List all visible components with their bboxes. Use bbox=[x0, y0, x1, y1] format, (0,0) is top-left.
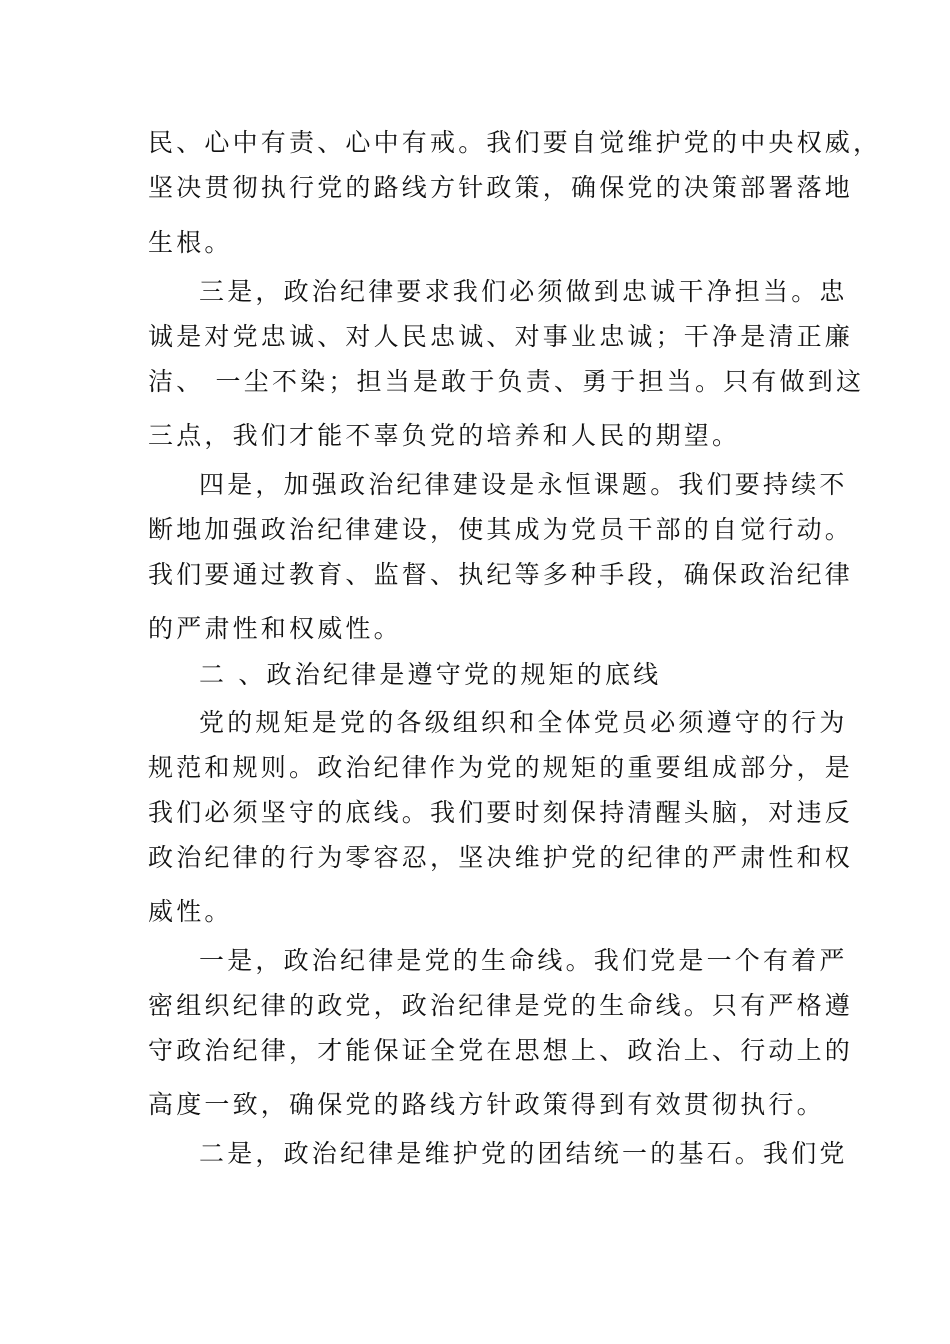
text-line: 三点，我们才能不辜负党的培养和人民的期望。 bbox=[148, 421, 741, 450]
text-line: 我们必须坚守的底线。我们要时刻保持清醒头脑，对违反 bbox=[148, 798, 854, 827]
text-line: 威性。 bbox=[148, 897, 233, 926]
text-line: 民、心中有责、心中有戒。我们要自觉维护党的中央权威， bbox=[148, 128, 882, 157]
text-line: 坚决贯彻执行党的路线方针政策，确保党的决策部署落地 bbox=[148, 173, 854, 202]
paragraph-start: 四是，加强政治纪律建设是永恒课题。我们要持续不 bbox=[199, 470, 848, 499]
text-line: 生根。 bbox=[148, 228, 233, 257]
text-line: 高度一致，确保党的路线方针政策得到有效贯彻执行。 bbox=[148, 1090, 825, 1119]
text-line: 诚是对党忠诚、对人民忠诚、对事业忠诚；干净是清正廉 bbox=[148, 322, 854, 351]
text-line: 我们要通过教育、监督、执纪等多种手段，确保政治纪律 bbox=[148, 560, 854, 589]
text-line: 守政治纪律，才能保证全党在思想上、政治上、行动上的 bbox=[148, 1036, 854, 1065]
text-line: 的严肃性和权威性。 bbox=[148, 614, 402, 643]
paragraph-start: 党的规矩是党的各级组织和全体党员必须遵守的行为 bbox=[199, 708, 848, 737]
text-line: 断地加强政治纪律建设，使其成为党员干部的自觉行动。 bbox=[148, 515, 854, 544]
text-line: 政治纪律的行为零容忍，坚决维护党的纪律的严肃性和权 bbox=[148, 843, 854, 872]
text-line: 密组织纪律的政党，政治纪律是党的生命线。只有严格遵 bbox=[148, 991, 854, 1020]
text-line: 洁、 一尘不染；担当是敢于负责、勇于担当。只有做到这 bbox=[148, 367, 865, 396]
paragraph-start: 一是，政治纪律是党的生命线。我们党是一个有着严 bbox=[199, 946, 848, 975]
text-line: 规范和规则。政治纪律作为党的规矩的重要组成部分，是 bbox=[148, 753, 854, 782]
paragraph-start: 三是，政治纪律要求我们必须做到忠诚干净担当。忠 bbox=[199, 277, 848, 306]
section-heading: 二 、政治纪律是遵守党的规矩的底线 bbox=[199, 660, 662, 689]
paragraph-start: 二是，政治纪律是维护党的团结统一的基石。我们党 bbox=[199, 1139, 848, 1168]
